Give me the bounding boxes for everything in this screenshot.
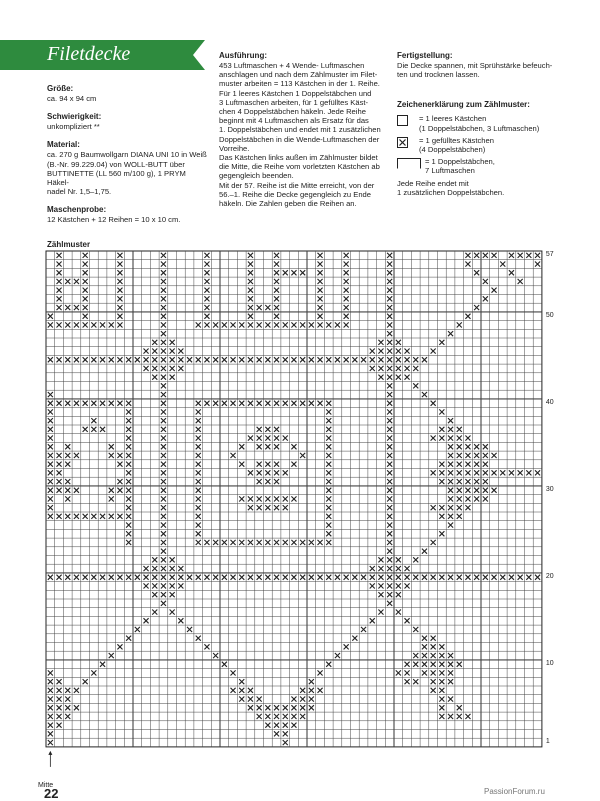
gauge-value: 12 Kästchen + 12 Reihen = 10 x 10 cm. [47,215,181,225]
material-line: ca. 270 g Baumwollgarn DIANA UNI 10 in Weiß [47,150,207,160]
difficulty-value: unkompliziert ** [47,122,100,132]
instruction-line: chen 4 Doppelstäbchen häkeln. Jede Reihe [219,107,366,117]
instruction-line: die Mitte, die Reihe vom vorletzten Kästchen ab [219,162,380,172]
finishing-line: Die Decke spannen, mit Sprühstärke befeuch- [397,61,553,70]
finishing-line: ten und trocknen lassen. [397,70,480,80]
row-label: 1 [545,738,550,746]
finishing-heading: Fertigstellung: [397,51,453,60]
instruction-line: 56.–1. Reihe die Decke gegengleich zu Ende [219,189,371,199]
mitte-label: Mitte [38,782,54,789]
row-label: 10 [545,659,554,667]
row-label: 30 [545,485,554,493]
legend-text: = 1 leeres Kästchen [419,114,487,124]
instruction-line: gegengleich beenden. [219,171,294,181]
row-label: 57 [545,251,554,258]
page-number: 22 [44,786,59,801]
legend-note: 1 zusätzlichen Doppelstäbchen. [397,187,505,197]
legend-text: (4 Doppelstäbchen) [419,145,486,155]
legend-text: (1 Doppelstäbchen, 3 Luftmaschen) [419,123,540,133]
instruction-line: Vorreihe. [219,143,250,153]
legend-text: 7 Luftmaschen [425,166,475,176]
watermark: PassionForum.ru [484,787,545,796]
material-line: BUTTINETTE (LL 560 m/100 g), 1 PRYM Häkel- [47,168,186,188]
row-label: 50 [545,311,554,319]
row-label: 40 [545,398,554,406]
mitte-arrow-head [48,751,52,755]
size-value: ca. 94 x 94 cm [47,94,97,103]
instruction-line: häkeln. Die Zahlen geben die Reihen an. [219,199,357,209]
material-label: Material: [47,140,80,150]
page-title: Filetdecke [47,43,131,65]
chart-title: Zählmuster [47,240,91,249]
instruction-line: anschlagen und nach dem Zählmuster im Filet- [219,70,378,80]
instruction-line: muster arbeiten = 113 Kästchen in der 1. Reihe. [219,79,380,89]
row-label: 20 [545,572,554,580]
instruction-line: 3 Luftmaschen arbeiten, für 1 gefülltes Käst- [219,97,369,107]
instruction-line: Doppelstäbchen in die Wende-Luftmaschen der [219,134,380,144]
instruction-line: Das Kästchen links außen im Zählmuster bildet [219,153,378,163]
instruction-line: 453 Luftmaschen + 4 Wende- Luftmaschen [219,61,365,70]
instructions-heading: Ausführung: [219,51,267,60]
instruction-line: Für 1 leeres Kästchen 1 Doppelstäbchen und [219,88,372,98]
instruction-line: 1. Doppelstäbchen und endet mit 1 zusätzlichen [219,125,381,135]
legend-note: Jede Reihe endet mit [397,178,469,188]
legend-heading: Zeichenerklärung zum Zählmuster: [397,100,530,110]
instruction-line: beginnt mit 4 Luftmaschen als Ersatz für das [219,116,369,126]
legend-text: = 1 Doppelstäbchen, [425,157,495,167]
material-line: nadel Nr. 1,5–1,75. [47,187,112,197]
gauge-label: Maschenprobe: [47,205,107,215]
material-line: (B.-Nr. 99.229.04) von WOLL-BUTT über [47,159,185,169]
instruction-line: Mit der 57. Reihe ist die Mitte erreicht, von der [219,180,375,190]
size-label: Größe: [47,84,74,93]
difficulty-label: Schwierigkeit: [47,112,102,122]
legend-text: = 1 gefülltes Kästchen [419,135,494,145]
